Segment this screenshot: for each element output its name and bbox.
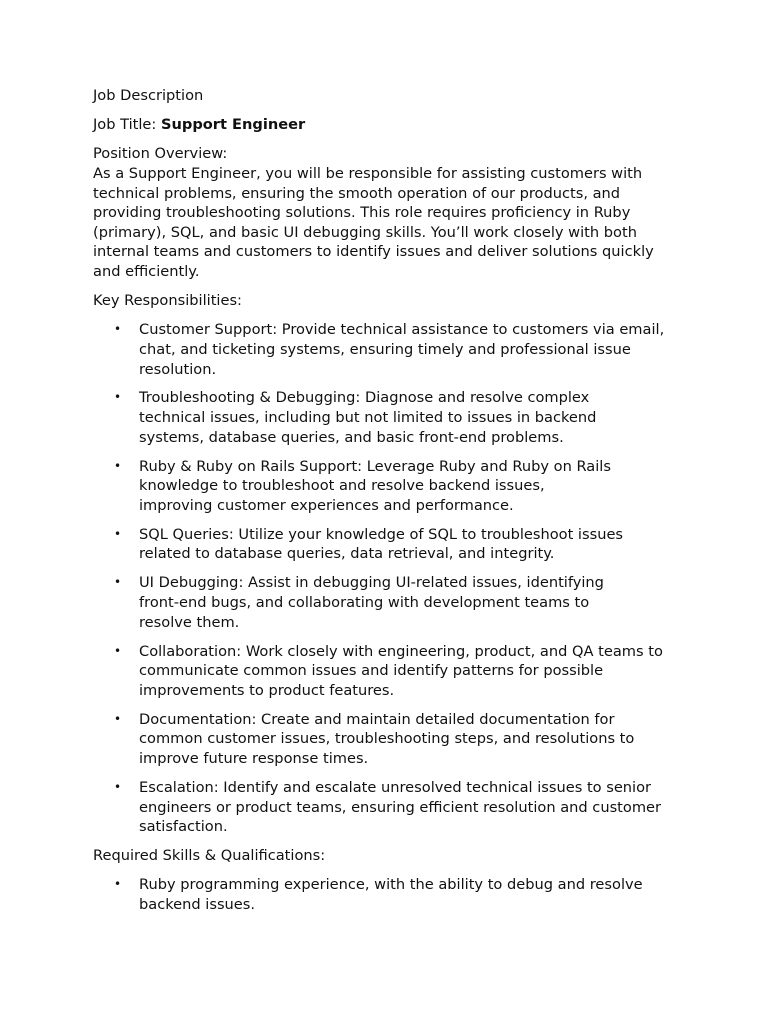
responsibilities-label: Key Responsibilities: xyxy=(93,292,242,310)
responsibility-text: Ruby & Ruby on Rails Support: Leverage Ruby and Ruby on Rails knowledge to troubleshoot and resolve backend issues, improving customer experiences and performance. xyxy=(139,457,611,514)
responsibility-text: Documentation: Create and maintain detailed documentation for common customer issues, troubleshooting steps, and resolutions to improve future response times. xyxy=(139,710,635,767)
list-item xyxy=(93,778,693,837)
skills-list xyxy=(93,875,693,914)
document-heading: Job Description xyxy=(93,87,204,104)
bullet-icon: • xyxy=(114,877,122,892)
bullet-icon: • xyxy=(114,575,122,590)
overview-section xyxy=(93,144,693,281)
bullet-icon: • xyxy=(114,711,122,726)
responsibility-text: Troubleshooting & Debugging: Diagnose and resolve complex technical issues, including but not limited to issues in backend systems, database queries, and basic front-end problems. xyxy=(139,389,597,446)
list-item xyxy=(93,320,693,379)
overview-label: Position Overview: xyxy=(93,145,228,163)
responsibility-text: SQL Queries: Utilize your knowledge of SQL to troubleshoot issues related to database queries, data retrieval, and integrity. xyxy=(139,525,624,563)
bullet-icon: • xyxy=(114,390,122,405)
responsibility-text: UI Debugging: Assist in debugging UI-related issues, identifying front-end bugs, and collaborating with development teams to resolve them. xyxy=(139,574,604,631)
responsibility-text: Collaboration: Work closely with engineering, product, and QA teams to communicate common issues and identify patterns for possible improvements to product features. xyxy=(139,642,663,699)
bullet-icon: • xyxy=(114,779,122,794)
list-item xyxy=(93,457,693,516)
list-item xyxy=(93,573,693,632)
list-item xyxy=(93,388,693,447)
job-title-value: Support Engineer xyxy=(160,116,306,134)
job-title-line xyxy=(93,115,693,135)
skill-text: Ruby programming experience, with the ability to debug and resolve backend issues. xyxy=(139,876,643,914)
responsibility-text: Customer Support: Provide technical assistance to customers via email, chat, and ticketing systems, ensuring timely and professional issue resolution. xyxy=(139,321,665,378)
skills-label: Required Skills & Qualifications: xyxy=(93,847,326,865)
document-page xyxy=(93,86,693,924)
list-item xyxy=(93,710,693,769)
bullet-icon: • xyxy=(114,458,122,473)
bullet-icon: • xyxy=(114,643,122,658)
list-item xyxy=(93,642,693,701)
list-item xyxy=(93,525,693,564)
responsibility-text: Escalation: Identify and escalate unresolved technical issues to senior engineers or product teams, ensuring efficient resolution and customer satisfaction. xyxy=(139,778,662,836)
overview-text: As a Support Engineer, you will be responsible for assisting customers with technical problems, ensuring the smooth operation of our products, and providing troubleshooting solutions. This role requires proficiency in Ruby (primary), SQL, and basic UI debugging skills. You’ll work closely with both internal teams and customers to identify issues and deliver solutions quickly and efficiently. xyxy=(93,164,654,280)
list-item xyxy=(93,875,693,914)
bullet-icon: • xyxy=(114,322,122,337)
bullet-icon: • xyxy=(114,526,122,541)
responsibilities-list xyxy=(93,320,693,836)
job-title-label: Job Title: xyxy=(93,116,161,134)
